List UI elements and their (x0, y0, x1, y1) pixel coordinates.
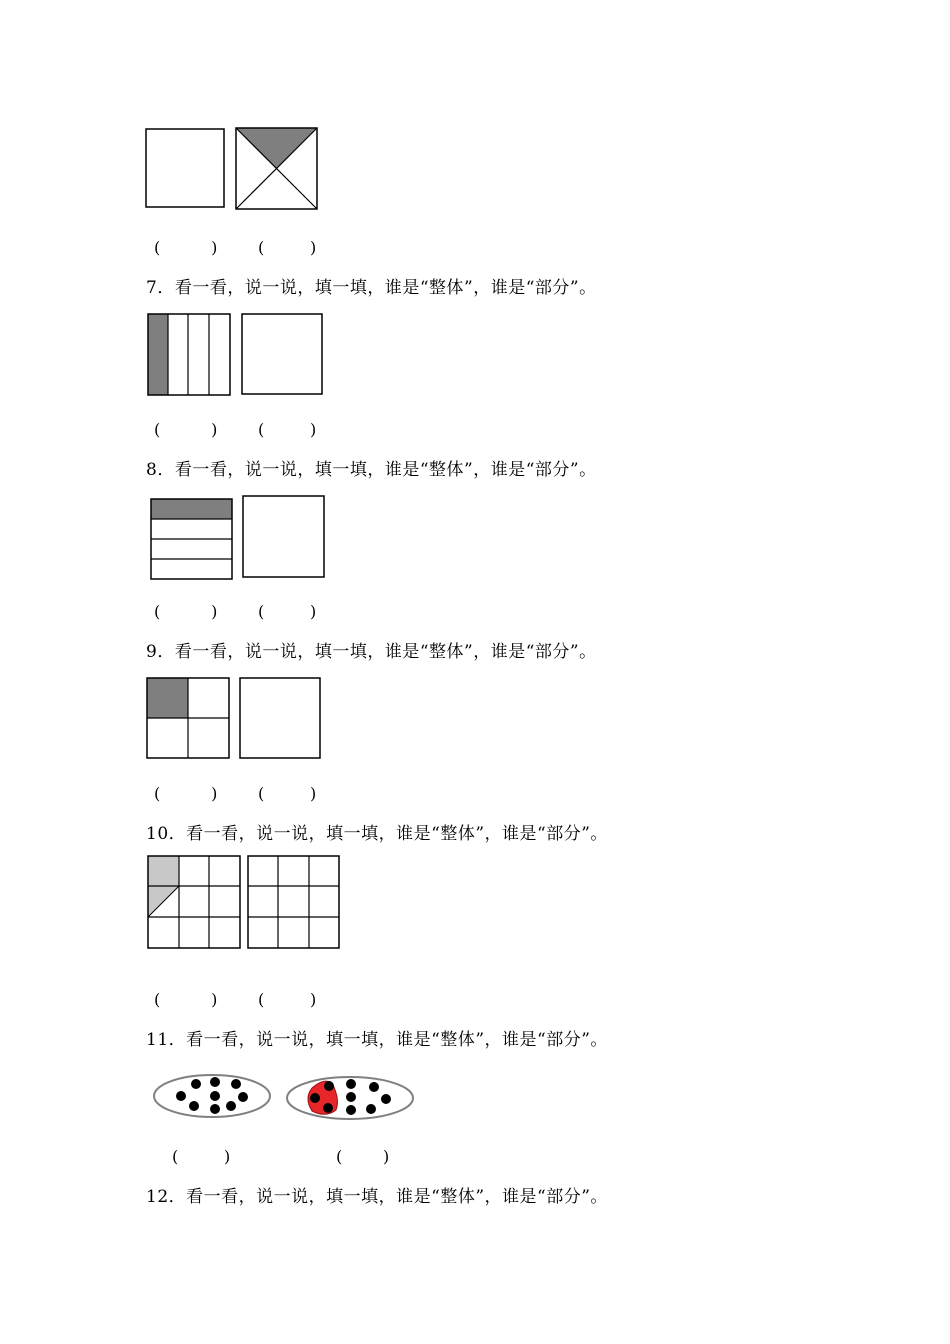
whole-square-q8 (243, 496, 324, 577)
answer-blank-right[interactable]: ( ) (258, 602, 317, 621)
dot-ellipse-q11-left (154, 1075, 270, 1117)
question-9: 9．看一看，说一说，填一填，谁是“整体”，谁是“部分”。 (146, 642, 597, 662)
x-divided-square (236, 128, 317, 209)
question-10: 10．看一看，说一说，填一填，谁是“整体”，谁是“部分”。 (146, 824, 608, 844)
answer-blank-right[interactable]: ( ) (336, 1147, 390, 1166)
strip-rectangle-q8 (151, 499, 232, 579)
shaded-triangle (236, 128, 317, 168)
whole-square (146, 129, 224, 207)
question-11: 11．看一看，说一说，填一填，谁是“整体”，谁是“部分”。 (146, 1030, 608, 1050)
shaded-strip (151, 499, 232, 519)
answer-blank-left[interactable]: ( ) (154, 990, 218, 1009)
answer-blank-left[interactable]: ( ) (154, 238, 218, 257)
shaded-cell-part (148, 856, 179, 917)
strip-rectangle-q7 (148, 314, 230, 395)
whole-square-q9 (240, 678, 320, 758)
dot-ellipse-q11-right (287, 1077, 413, 1119)
answer-blank-left[interactable]: ( ) (154, 420, 218, 439)
question-7: 7．看一看，说一说，填一填，谁是“整体”，谁是“部分”。 (146, 278, 597, 298)
grid-square-q10-left (148, 856, 240, 948)
highlight-region (308, 1081, 337, 1114)
answer-blank-right[interactable]: ( ) (258, 990, 317, 1009)
answer-blank-left[interactable]: ( ) (154, 602, 218, 621)
whole-square-q7 (242, 314, 322, 394)
answer-blank-left[interactable]: ( ) (172, 1147, 231, 1166)
grid-square-q10-right (248, 856, 339, 948)
answer-blank-left[interactable]: ( ) (154, 784, 218, 803)
answer-blank-right[interactable]: ( ) (258, 784, 317, 803)
question-12: 12．看一看，说一说，填一填，谁是“整体”，谁是“部分”。 (146, 1187, 608, 1207)
answer-blank-right[interactable]: ( ) (258, 420, 317, 439)
answer-blank-right[interactable]: ( ) (258, 238, 317, 257)
quarter-square-q9 (147, 678, 229, 758)
shaded-quarter (147, 678, 188, 718)
question-8: 8．看一看，说一说，填一填，谁是“整体”，谁是“部分”。 (146, 460, 597, 480)
shaded-strip (148, 314, 168, 395)
